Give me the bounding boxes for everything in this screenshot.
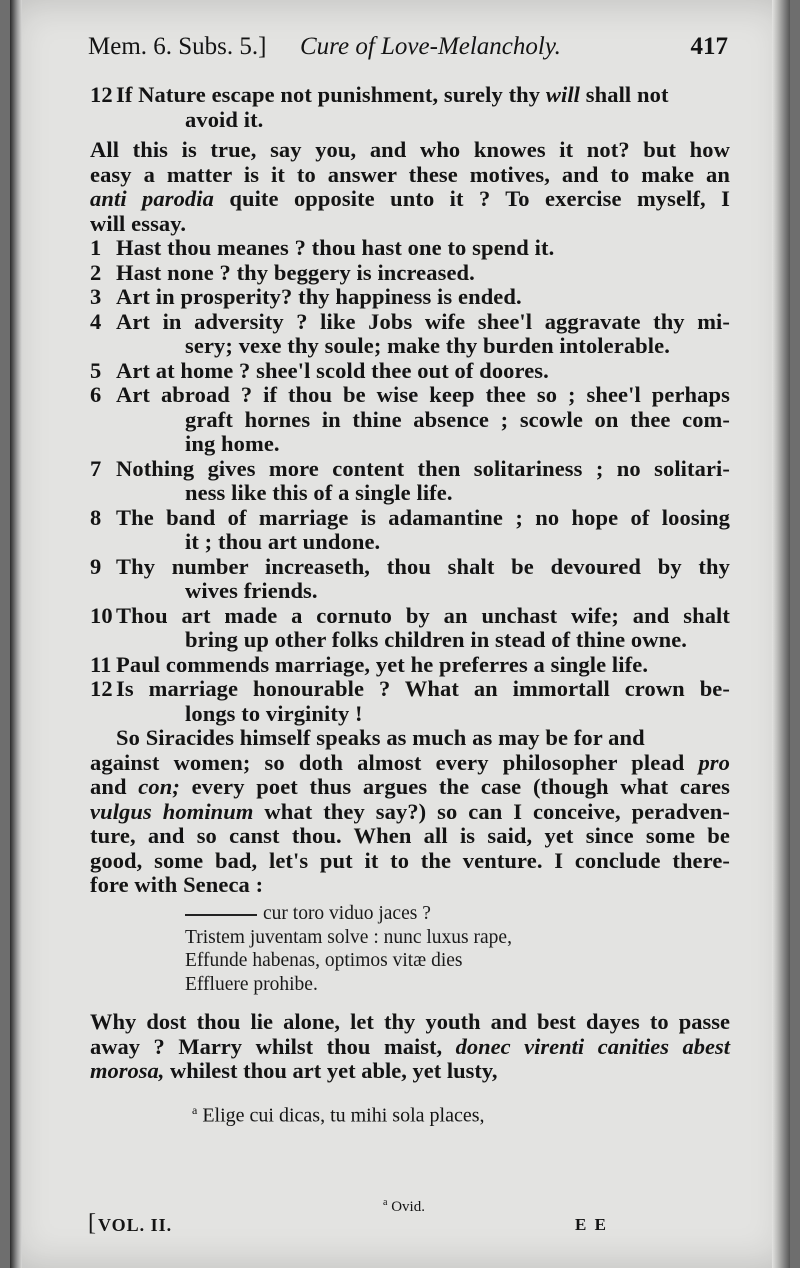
footnote-marker: a: [383, 1197, 388, 1208]
list-item: 10 Thou art made a cornuto by an unchast wife; and shalt: [90, 602, 730, 628]
list-item-continuation: graft hornes in thine absence ; scowle on thee com-: [185, 406, 730, 432]
footnote: $^a$ Ovid.: [383, 1197, 425, 1215]
list-item-continuation: ness like this of a single life.: [185, 480, 453, 505]
numbered-list: [90, 236, 730, 726]
intro-line: All this is true, say you, and who knowes it not? but how: [90, 137, 730, 162]
paragraph-line: against women; so doth almost every philosopher plead pro: [90, 749, 730, 775]
header-section: Mem. 6. Subs. 5.]: [88, 33, 267, 60]
paragraph-line: So Siracides himself speaks as much as may be for and: [116, 725, 645, 750]
list-item-number: 3: [90, 284, 102, 309]
list-item: 5 Art at home ? shee'l scold thee out of doores.: [90, 357, 549, 383]
paragraph-line: morosa, whilest thou art yet able, yet lusty,: [90, 1058, 498, 1083]
paragraph-line: vulgus hominum what they say?) so can I conceive, peradven-: [90, 798, 730, 824]
intro-line: easy a matter is it to answer these motives, and to make an: [90, 161, 730, 187]
list-item-continuation: it ; thou art undone.: [185, 529, 381, 554]
poem-line: Effluere prohibe.: [185, 973, 318, 995]
list-item-number: 1: [90, 235, 102, 260]
poem-line: Tristem juventam solve : nunc luxus rape,: [185, 926, 512, 948]
list-item: 7 Nothing gives more content then solitariness ; no solitari-: [90, 455, 730, 481]
list-item-number: 7: [90, 455, 102, 481]
list-item: 9 Thy number increaseth, thou shalt be devoured by thy: [90, 553, 730, 579]
list-item-12-top: 12 If Nature escape not punishment, surely thy will shall not: [90, 82, 669, 107]
paragraph-line: Why dost thou lie alone, let thy youth and best dayes to passe: [90, 1009, 730, 1034]
volume-signature: VOL. II.: [98, 1215, 173, 1235]
poem-line: Effunde habenas, optimos vitæ dies: [185, 950, 463, 971]
list-item-continuation: bring up other folks children in stead of thine owne.: [185, 627, 688, 652]
latin-quotation: [185, 902, 512, 996]
page-number: 417: [690, 33, 728, 60]
poem-line: cur toro viduo jaces ?: [185, 902, 512, 926]
book-page: [10, 0, 790, 1268]
list-item: 8 The band of marriage is adamantine ; no hope of loosing: [90, 504, 730, 530]
gathering-signature: E E: [575, 1215, 608, 1234]
closing-paragraph: [90, 1010, 730, 1084]
list-item-number: 12: [90, 676, 113, 701]
em-dash-rule: [185, 914, 257, 916]
paragraph-line: and con; every poet thus argues the case (though what cares: [90, 774, 730, 799]
list-item-continuation: wives friends.: [185, 578, 318, 603]
list-item-continuation: sery; vexe thy soule; make thy burden intolerable.: [185, 333, 670, 358]
list-item-continuation: ing home.: [185, 431, 280, 456]
running-header: [88, 33, 728, 67]
list-item-number: 10: [90, 602, 113, 628]
paragraph-line: fore with Seneca :: [90, 872, 264, 897]
paragraph-line: away ? Marry whilst thou maist, donec virenti canities abest: [90, 1033, 730, 1059]
list-item: 3 Art in prosperity? thy happiness is ended.: [90, 284, 522, 309]
list-item: 6 Art abroad ? if thou be wise keep thee so ; shee'l perhaps: [90, 382, 730, 407]
page-gutter-shadow: [10, 0, 22, 1268]
main-text: [90, 83, 730, 898]
list-item-number: 9: [90, 553, 102, 579]
list-item: 12 Is marriage honourable ? What an immortall crown be-: [90, 676, 730, 701]
intro-line: will essay.: [90, 210, 187, 236]
list-item-number: 11: [90, 651, 112, 677]
paragraph-line: good, some bad, let's put it to the venture. I conclude there-: [90, 847, 730, 873]
list-item: 11 Paul commends marriage, yet he preferres a single life.: [90, 651, 649, 677]
list-item: 2 Hast none ? thy beggery is increased.: [90, 259, 475, 285]
footnote-marker: a: [192, 1103, 198, 1117]
paragraph-line: ture, and so canst thou. When all is said, yet since some be: [90, 823, 730, 848]
intro-line: anti parodia quite opposite unto it ? To exercise myself, I: [90, 186, 730, 211]
list-item-12-top-cont: avoid it.: [185, 106, 264, 132]
page-edge-shadow: [772, 0, 790, 1268]
list-item: 1 Hast thou meanes ? thou hast one to spend it.: [90, 235, 555, 260]
verse-fragment: $^a$ Elige cui dicas, tu mihi sola places,: [192, 1103, 485, 1127]
list-item-number: 8: [90, 504, 102, 530]
list-item-number: 5: [90, 357, 102, 383]
list-item: 4 Art in adversity ? like Jobs wife shee'l aggravate thy mi-: [90, 308, 730, 334]
list-item-number: 4: [90, 308, 102, 334]
list-item-number: 6: [90, 382, 102, 407]
list-item-number: 2: [90, 259, 102, 285]
signature-bracket: [: [88, 1210, 96, 1236]
list-item-continuation: longs to virginity !: [185, 700, 363, 726]
header-title: Cure of Love-Melancholy.: [300, 33, 561, 60]
